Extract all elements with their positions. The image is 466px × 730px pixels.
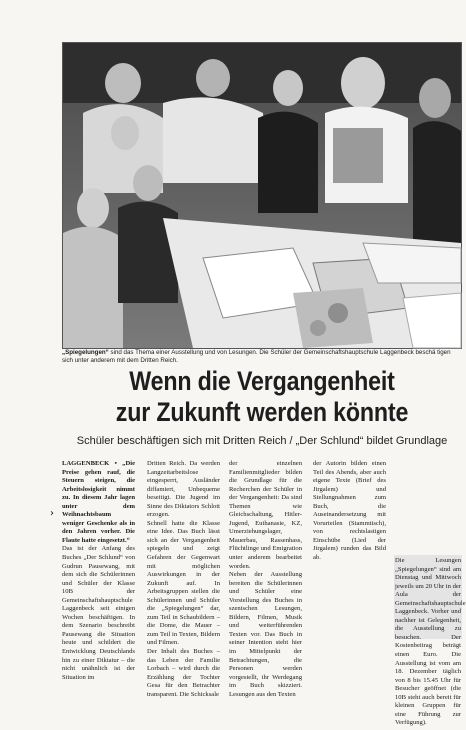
event-info-box xyxy=(394,555,466,727)
article-column-1 xyxy=(62,460,135,681)
article-lead: LAGGENBECK • „Die Preise gehen rauf, die Steuern steigen, die Arbeitslosigkeit nimmt zu. In diesem Jahr lagen unter dem Weihnachtsbaum weniger Geschenke als in den Jahren vorher. Die Flaute hatte eingesetzt.“ xyxy=(62,460,135,544)
article-photo xyxy=(62,42,462,349)
caption-lead: „Spiegelungen“ xyxy=(62,349,109,356)
arrow-marker: › xyxy=(50,508,54,519)
article-column-4: der Autorin bilden einen Teil des Abends, aber auch eigene Texte (Brief des Jirgalem) und Stellungnahmen zum Buch, die Auseinandersetzung mit Vorurteilen (Stammtisch), von rechtslastigen Einschübe (Lied der Jirgalem) runden das Bild ab. xyxy=(313,460,386,562)
photo-caption xyxy=(62,349,462,365)
event-info-text: Die Lesungen „Spiegelungen“ sind am Dienstag und Mittwoch jeweils um 20 Uhr in der Aula der Gemeinschaftshauptschule Laggenbeck. Vorher und nachher ist Gelegenheit, die Ausstellung zu besuchen. Der Kostenbeitrag beträgt einen Euro. Die Ausstellung ist vom am 18. Dezember täglich von 8 bis 15.45 Uhr für Besucher geöffnet (die 10B steht auch bereit für kleinen Gruppen für eine Führung zur Verfügung). xyxy=(395,557,466,727)
caption-text: sind das Thema einer Ausstellung und von Lesungen. Die Schüler der Gemeinschaftshauptschule Laggenbeck beschä tigen sich unter anderem mit dem Dritten Reich. xyxy=(62,349,451,364)
headline-line-1: Wenn die Vergangenheit xyxy=(129,366,395,396)
headline-line-2: zur Zukunft werden könnte xyxy=(115,397,409,427)
headline xyxy=(90,366,434,428)
column-1-text: Das ist der Anfang des Buches „Der Schlund“ von Gudrun Pausewang, mit dem sich die Schülerinnen und Schüler der Klasse 10B der Gemeinschaftshauptschule Laggenbeck seit einigen Wochen beschäftigen. In dem Szenario beschreibt Pausewang die Situation heute und schildert die Entwicklung Deutschlands hin zu einer Diktatur – die nicht unähnlich ist der Situation im xyxy=(62,545,135,681)
article-column-2: Dritten Reich. Da werden Langzeitarbeitslose eingesperrt, Ausländer diffamiert, Unbequeme beseitigt. Die Jugend im Sinne des Diktators Schlott erzogen. Schnell hatte die Klasse eine Idee. Das Buch lässt sich an der Vergangenheit spiegeln und zeigt Gefahren der Gegenwart mit möglichen Auswirkungen in der Zukunft auf. In Arbeitsgruppen stellen die Schülerinnen und Schüler die „Spiegelungen“ dar, zum Teil in Schaubildern – die Dome, die Mauer – zum Teil in Texten, Bildern und Filmen. Der Inhalt des Buches – das Leben der Familie Lorbach – wird durch die Erzählung der Tochter Gesa für den Betrachter transparent. Die Schicksale xyxy=(147,460,220,698)
subheadline: Schüler beschäftigen sich mit Dritten Reich / „Der Schlund“ bildet Grundlage xyxy=(76,435,448,447)
article-column-3: der einzelnen Familienmitglieder bilden die Grundlage für die Recherchen der Schüler in der Vergangenheit: Da sind Themen wie Gleichschaltung, Hitler-Jugend, Euthanasie, KZ, Umerziehungslager, Mauerbau, Rassenhass, Flüchtlinge und Emigration unter anderem bearbeitet worden. Neben der Ausstellung bereiten die Schülerinnen und Schüler eine Vorstellung des Buches in szenischen Lesungen, Bildern, Filmen, Musik und weiterführenden Texten vor. Das Buch in seiner Intention steht hier im Mittelpunkt der Betrachtungen, die Personen werden vorgestellt, ihr Werdegang im Buch skizziert. Lesungen aus den Texten xyxy=(229,460,302,698)
